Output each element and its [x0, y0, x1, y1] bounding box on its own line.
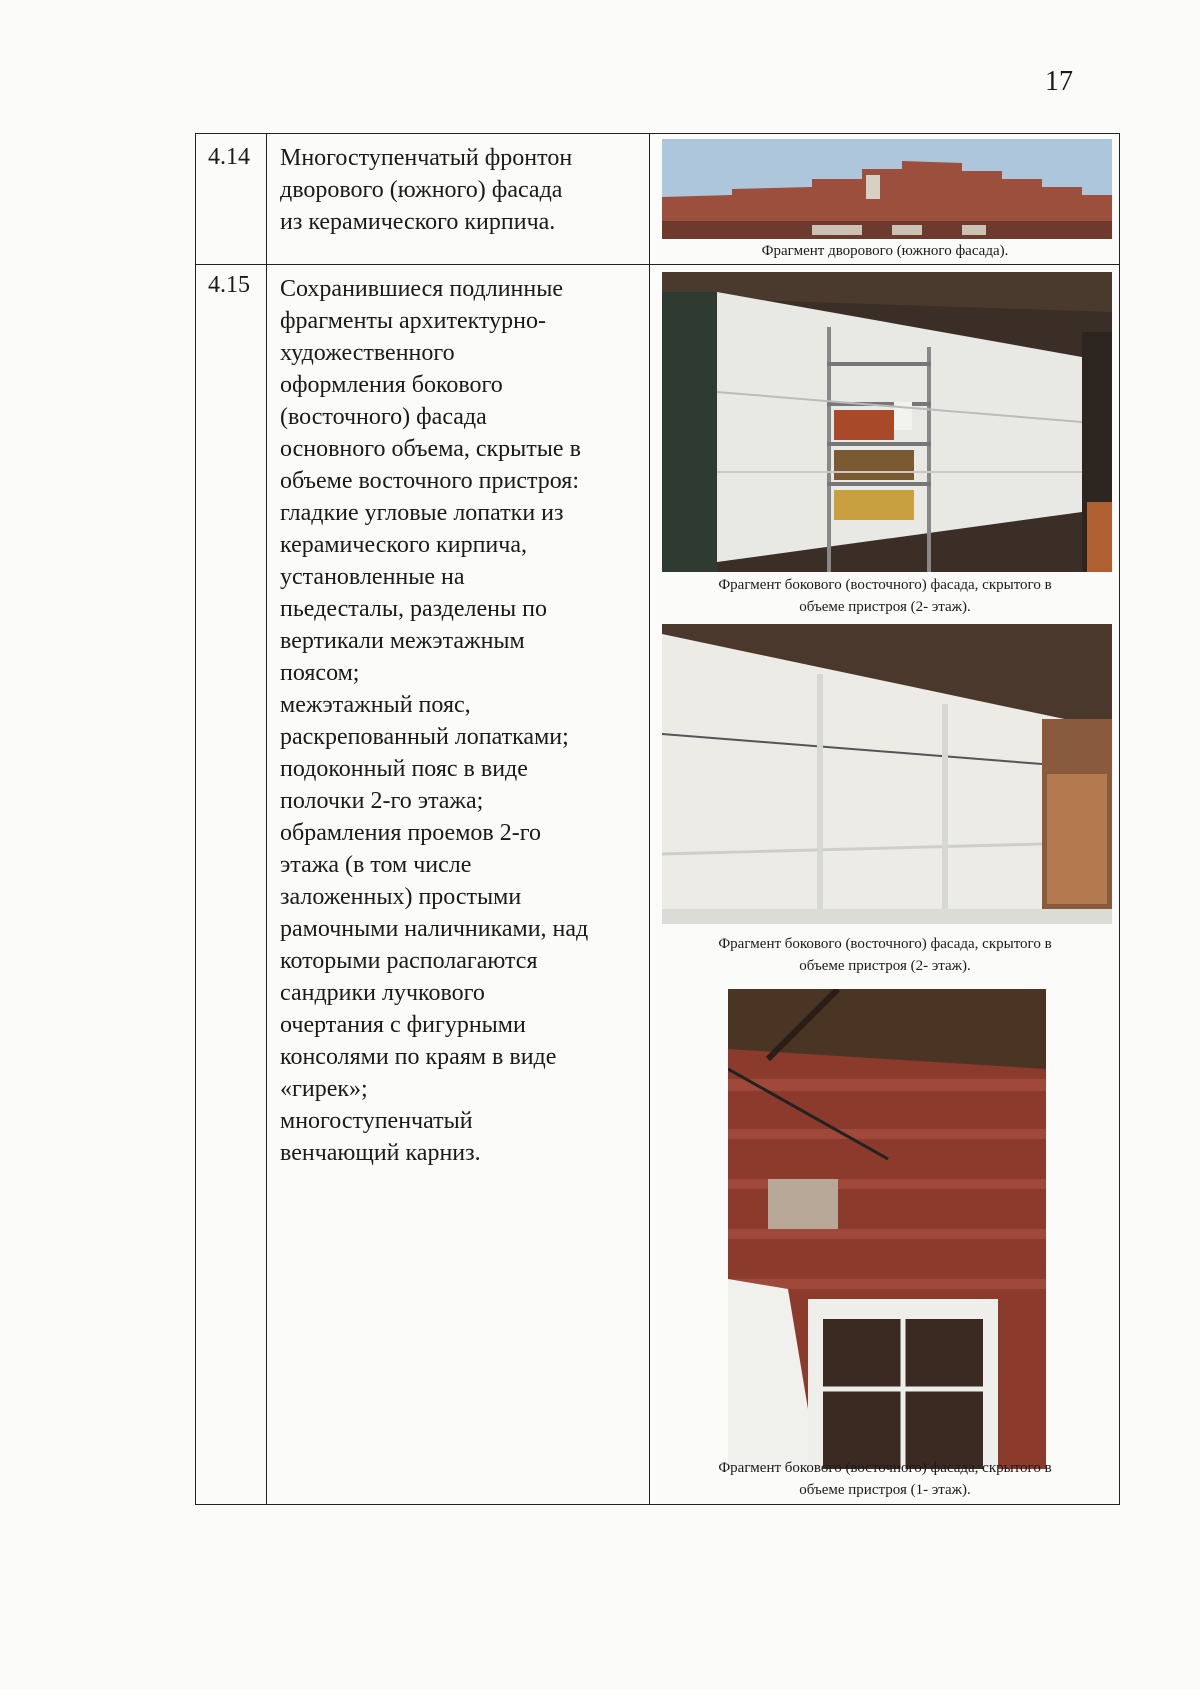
description-table	[195, 133, 1120, 1505]
column-divider	[266, 134, 267, 1504]
photo-caption: Фрагмент бокового (восточного) фасада, скрытого в объеме пристроя (2- этаж).	[718, 577, 1052, 615]
photo-caption: Фрагмент бокового (восточного) фасада, скрытого в объеме пристроя (2- этаж).	[718, 936, 1052, 974]
row-number: 4.15	[208, 272, 250, 298]
row-number: 4.14	[208, 144, 250, 170]
row-description: Многоступенчатый фронтон дворового (южного) фасада из керамического кирпича.	[280, 145, 573, 235]
photo-east-facade-floor2-bookshelf	[662, 272, 1112, 572]
photo-caption: Фрагмент бокового (восточного) фасада, скрытого в объеме пристроя (1- этаж).	[718, 1460, 1052, 1498]
column-divider	[649, 134, 650, 1504]
row-divider	[196, 264, 1119, 265]
page-number: 17	[1045, 66, 1073, 97]
photo-east-facade-floor2-wall	[662, 624, 1112, 924]
row-description: Сохранившиеся подлинные фрагменты архитектурно- художественного оформления бокового (восточного) фасада основного объема, скрытые в объеме восточного пристроя: гладкие угловые лопатки из керамического кирпича, установленные на пьедесталы, разделены по вертикали межэтажным поясом; межэтажный пояс, раскрепованный лопатками; подоконный пояс в виде полочки 2-го этажа; обрамления проемов 2-го этажа (в том числе заложенных) простыми рамочными наличниками, над которыми располагаются сандрики лучкового очертания с фигурными консолями по краям в виде «гирек»; многоступенчатый венчающий карниз.	[280, 276, 589, 1166]
photo-east-facade-floor1	[728, 989, 1046, 1469]
photo-caption: Фрагмент дворового (южного фасада).	[761, 243, 1009, 259]
photo-south-facade-gable	[662, 139, 1112, 239]
